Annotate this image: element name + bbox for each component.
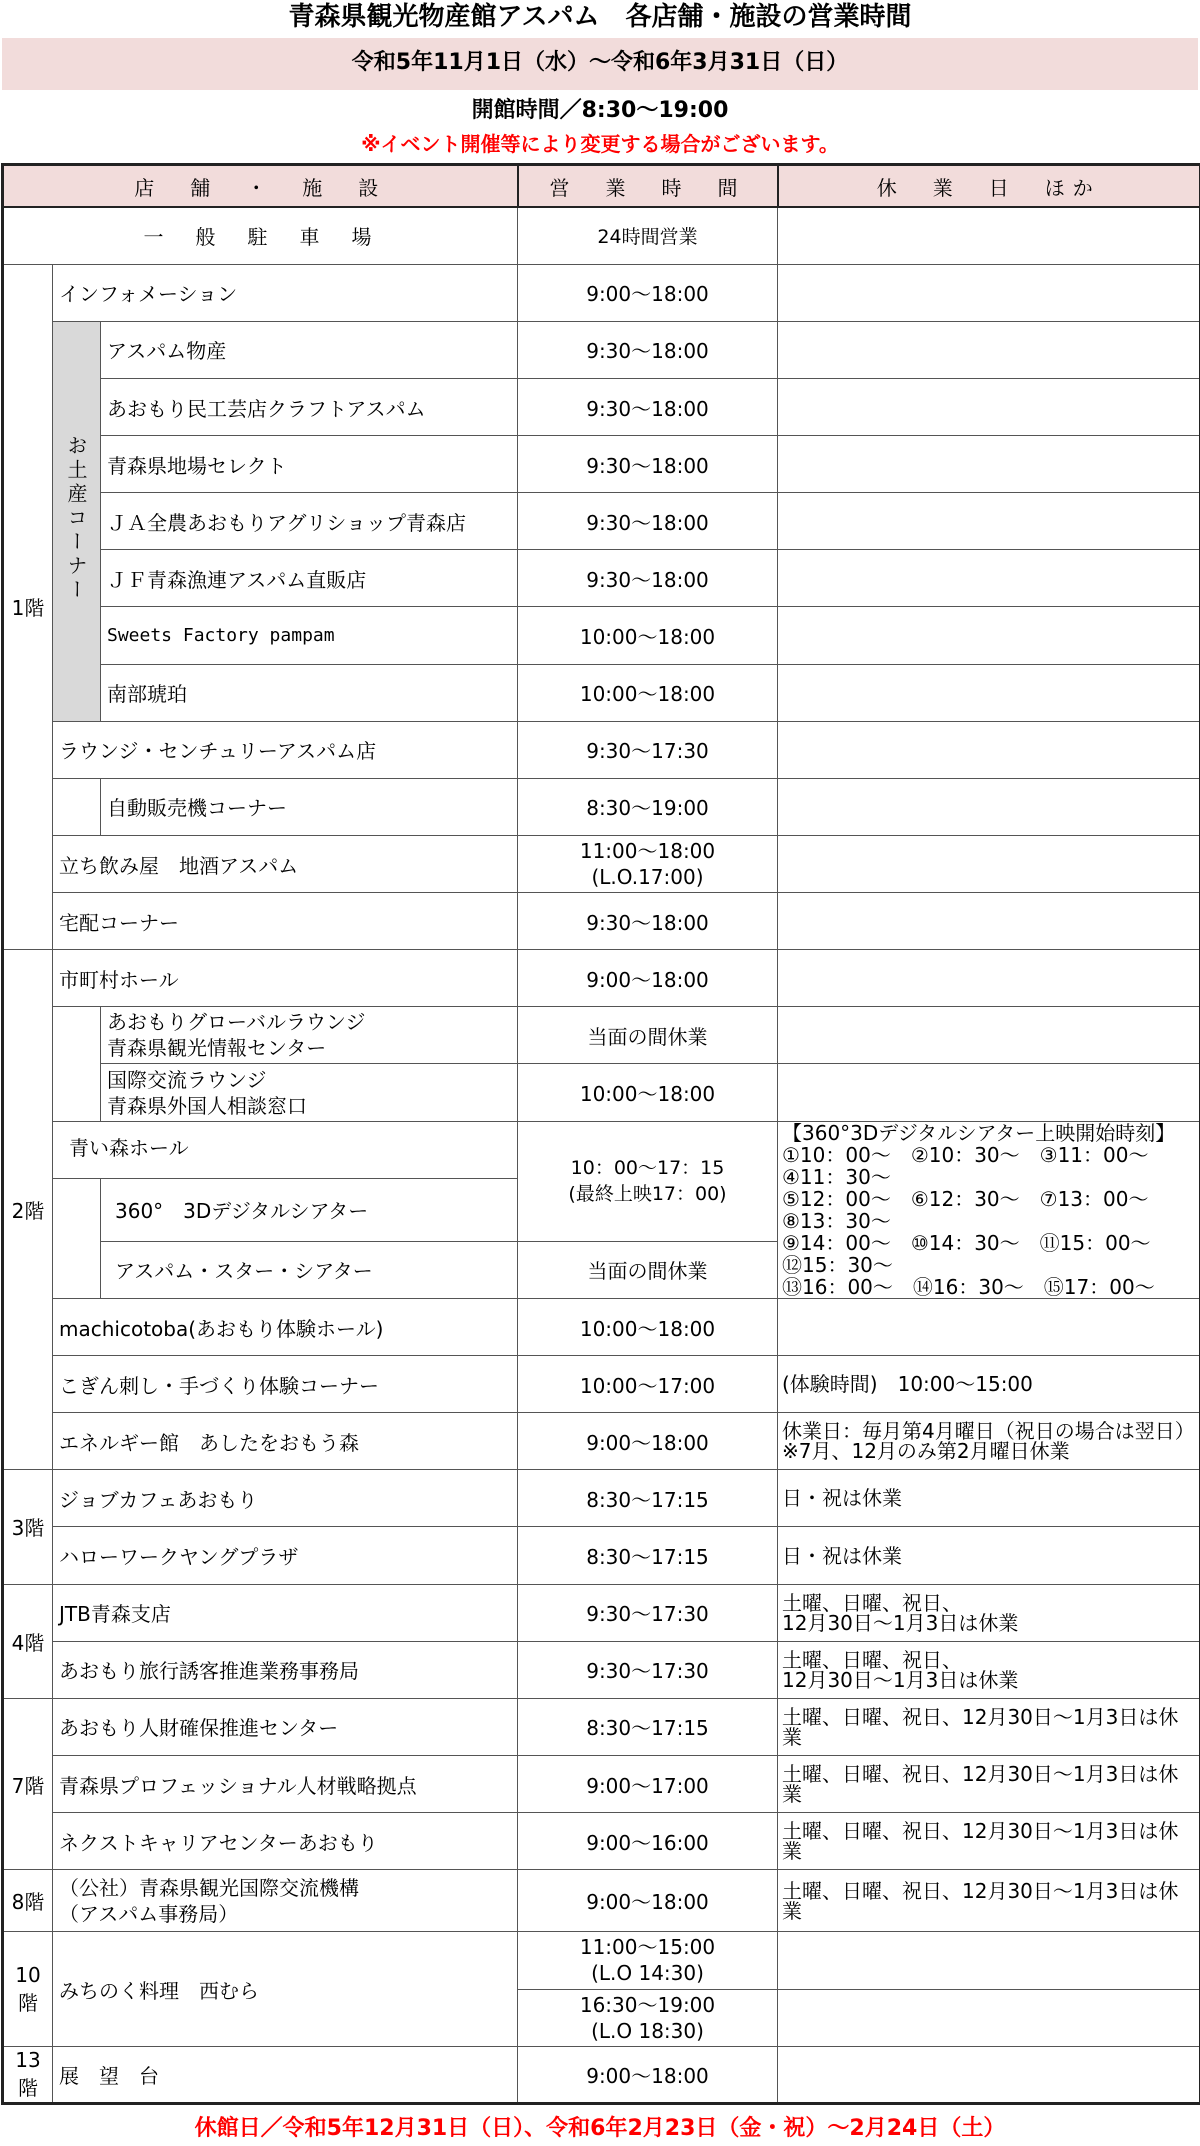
energy-name: エネルギー館 あしたをおもう森 <box>53 1413 518 1470</box>
jinzai-note: 土曜、日曜、祝日、12月30日～1月3日は休業 <box>778 1698 1200 1755</box>
table-row <box>3 1121 1200 1178</box>
jinzai-hours: 8:30～17:15 <box>518 1698 778 1755</box>
theater-note-line: ⑨14：00～ ⑩14：30～ ⑪15：00～ ⑫15：30～ <box>782 1230 1171 1277</box>
theater-note-title: 【360°3Dデジタルシアター上映開始時刻】 <box>782 1121 1176 1145</box>
hellowork-hours: 8:30～17:15 <box>518 1527 778 1584</box>
kogin-hours: 10:00～17:00 <box>518 1356 778 1413</box>
parking-note <box>778 207 1200 264</box>
delivery-name: 宅配コーナー <box>53 893 518 950</box>
table-row <box>3 1641 1200 1698</box>
shop-hours: 10:00～18:00 <box>518 664 778 721</box>
travel-office-note-1: 土曜、日曜、祝日、 <box>782 1647 962 1672</box>
table-row <box>3 664 1200 721</box>
bar-name: 立ち飲み屋 地酒アスパム <box>53 835 518 892</box>
table-row <box>3 950 1200 1007</box>
travel-office-note <box>778 1641 1200 1698</box>
nishimura-dinner-hours <box>518 1989 778 2046</box>
pro-jinzai-note: 土曜、日曜、祝日、12月30日～1月3日は休業 <box>778 1755 1200 1812</box>
table-row <box>3 1356 1200 1413</box>
pro-jinzai-hours: 9:00～17:00 <box>518 1755 778 1812</box>
jobcafe-name: ジョブカフェあおもり <box>53 1470 518 1527</box>
delivery-note <box>778 893 1200 950</box>
header-hours: 営 業 時 間 <box>518 165 778 208</box>
shop-note <box>778 664 1200 721</box>
intl-hours: 10:00～18:00 <box>518 1064 778 1121</box>
pro-jinzai-name: 青森県プロフェッショナル人材戦略拠点 <box>53 1755 518 1812</box>
table-row <box>3 436 1200 493</box>
floor-label-4f: 4階 <box>3 1584 53 1698</box>
shop-hours: 9:30～18:00 <box>518 436 778 493</box>
table-row <box>3 893 1200 950</box>
global-name-2: 青森県観光情報センター <box>107 1036 327 1061</box>
star-name: アスパム・スター・シアター <box>101 1241 518 1298</box>
shop-name: Sweets Factory pampam <box>101 607 518 664</box>
hours-table <box>1 163 1200 2105</box>
table-row <box>3 1755 1200 1812</box>
theater-note-line: ⑬16：00～ ⑭16：30～ ⑮17：00～ <box>782 1274 1155 1299</box>
energy-note <box>778 1413 1200 1470</box>
closed-days-footer: 休館日／令和5年12月31日（日）、令和6年2月23日（金・祝）～2月24日（土） <box>194 2116 1006 2141</box>
global-name-1: あおもりグローバルラウンジ <box>107 1010 366 1035</box>
shop-hours: 10:00～18:00 <box>518 607 778 664</box>
parking-hours: 24時間営業 <box>518 207 778 264</box>
theater-note-line: ①10：00～ ②10：30～ ③11：00～ ④11：30～ <box>782 1142 1169 1189</box>
vending-hours: 8:30～19:00 <box>518 778 778 835</box>
observatory-name: 展 望 台 <box>53 2046 518 2103</box>
shop-note <box>778 550 1200 607</box>
nishimura-note-1 <box>778 1932 1200 1989</box>
shop-note <box>778 607 1200 664</box>
aoimori-hours-last: (最終上映17：00) <box>568 1183 727 1206</box>
star-hours: 当面の間休業 <box>518 1241 778 1298</box>
table-row <box>3 1584 1200 1641</box>
nishimura-lunch-hours <box>518 1932 778 1989</box>
table-row <box>3 1527 1200 1584</box>
nishimura-name: みちのく料理 西むら <box>53 1932 518 2046</box>
table-row <box>3 264 1200 321</box>
machicotoba-name: machicotoba(あおもり体験ホール) <box>53 1298 518 1355</box>
nishimura-lunch-lo: (L.O 14:30) <box>591 1961 704 1986</box>
hall-note <box>778 950 1200 1007</box>
jobcafe-note: 日・祝は休業 <box>778 1470 1200 1527</box>
travel-office-name: あおもり旅行誘客推進業務事務局 <box>53 1641 518 1698</box>
intl-name <box>101 1064 518 1121</box>
souvenir-corner-label: お土産コーナー <box>53 321 101 721</box>
shop-note <box>778 493 1200 550</box>
lounge-name: ラウンジ・センチュリーアスパム店 <box>53 721 518 778</box>
kosha-note: 土曜、日曜、祝日、12月30日～1月3日は休業 <box>778 1870 1200 1932</box>
shop-hours: 9:30～18:00 <box>518 550 778 607</box>
jobcafe-hours: 8:30～17:15 <box>518 1470 778 1527</box>
shop-name: ＪＡ全農あおもりアグリショップ青森店 <box>101 493 518 550</box>
shop-name: ＪＦ青森漁連アスパム直販店 <box>101 550 518 607</box>
table-row <box>3 607 1200 664</box>
info-name: インフォメーション <box>53 264 518 321</box>
travel-office-note-2: 12月30日～1月3日は休業 <box>782 1667 1019 1692</box>
shop-note <box>778 321 1200 378</box>
vending-name: 自動販売機コーナー <box>101 778 518 835</box>
table-row <box>3 550 1200 607</box>
theater-schedule-note <box>778 1121 1200 1298</box>
shop-name: あおもり民工芸店クラフトアスパム <box>101 378 518 435</box>
shop-hours: 9:30～18:00 <box>518 493 778 550</box>
observatory-note <box>778 2046 1200 2103</box>
jtb-note-2: 12月30日～1月3日は休業 <box>782 1610 1019 1635</box>
table-row <box>3 1698 1200 1755</box>
header-closed: 休 業 日 ほか <box>778 165 1200 208</box>
kosha-hours: 9:00～18:00 <box>518 1870 778 1932</box>
aoimori-hours <box>518 1121 778 1241</box>
table-row <box>3 1813 1200 1870</box>
nishimura-note-2 <box>778 1989 1200 2046</box>
floor-label-2f: 2階 <box>3 950 53 1470</box>
theater360-name: 360° 3Dデジタルシアター <box>101 1178 518 1241</box>
delivery-hours: 9:30～18:00 <box>518 893 778 950</box>
hellowork-name: ハローワークヤングプラザ <box>53 1527 518 1584</box>
jinzai-name: あおもり人財確保推進センター <box>53 1698 518 1755</box>
bar-hours <box>518 835 778 892</box>
next-career-note: 土曜、日曜、祝日、12月30日～1月3日は休業 <box>778 1813 1200 1870</box>
energy-note-1: 休業日：毎月第4月曜日（祝日の場合は翌日） <box>782 1419 1195 1444</box>
table-row <box>3 1932 1200 1989</box>
floor-label-3f: 3階 <box>3 1470 53 1584</box>
floor-label-8f: 8階 <box>3 1870 53 1932</box>
global-note <box>778 1007 1200 1064</box>
kosha-name-1: （公社）青森県観光国際交流機構 <box>59 1875 359 1900</box>
machicotoba-note <box>778 1298 1200 1355</box>
shop-hours: 9:30～18:00 <box>518 321 778 378</box>
floor-label-10f: 10階 <box>3 1932 53 2046</box>
table-row <box>3 493 1200 550</box>
jtb-note <box>778 1584 1200 1641</box>
shop-name: 青森県地場セレクト <box>101 436 518 493</box>
nishimura-lunch-main: 11:00～15:00 <box>579 1935 716 1960</box>
travel-office-hours: 9:30～17:30 <box>518 1641 778 1698</box>
table-row <box>3 1007 1200 1064</box>
info-note <box>778 264 1200 321</box>
page-title: 青森県観光物産館アスパム 各店舗・施設の営業時間 <box>288 2 912 32</box>
jtb-name: JTB青森支店 <box>53 1584 518 1641</box>
hall-hours: 9:00～18:00 <box>518 950 778 1007</box>
jtb-note-1: 土曜、日曜、祝日、 <box>782 1590 962 1615</box>
nishimura-dinner-lo: (L.O 18:30) <box>591 2018 704 2043</box>
aoimori-hours-main: 10：00～17：15 <box>570 1157 725 1180</box>
theater-note-line: ⑤12：00～ ⑥12：30～ ⑦13：00～ ⑧13：30～ <box>782 1186 1169 1233</box>
intl-note <box>778 1064 1200 1121</box>
kosha-name <box>53 1870 518 1932</box>
bar-note <box>778 835 1200 892</box>
period-banner: 令和5年11月1日（水）～令和6年3月31日（日） <box>2 38 1198 90</box>
intl-name-1: 国際交流ラウンジ <box>107 1067 267 1092</box>
table-row <box>3 2046 1200 2103</box>
table-row <box>3 321 1200 378</box>
table-row <box>3 1470 1200 1527</box>
parking-name: 一 般 駐 車 場 <box>3 207 518 264</box>
shop-name: 南部琥珀 <box>101 664 518 721</box>
table-header-row <box>3 165 1200 208</box>
energy-hours: 9:00～18:00 <box>518 1413 778 1470</box>
bar-hours-lo: (L.O.17:00) <box>591 865 704 890</box>
jtb-hours: 9:30～17:30 <box>518 1584 778 1641</box>
opening-hours: 開館時間／8:30～19:00 <box>471 98 729 123</box>
next-career-hours: 9:00～16:00 <box>518 1813 778 1870</box>
shop-note <box>778 378 1200 435</box>
header-facility: 店 舗 ・ 施 設 <box>3 165 518 208</box>
kosha-name-2: （アスパム事務局） <box>59 1901 239 1926</box>
shop-name: アスパム物産 <box>101 321 518 378</box>
next-career-name: ネクストキャリアセンターあおもり <box>53 1813 518 1870</box>
indent-spacer <box>53 1007 101 1121</box>
aoimori-name: 青い森ホール <box>53 1121 518 1178</box>
hall-name: 市町村ホール <box>53 950 518 1007</box>
table-row <box>3 1870 1200 1932</box>
shop-hours: 9:30～18:00 <box>518 378 778 435</box>
floor-label-13f: 13階 <box>3 2046 53 2103</box>
kogin-name: こぎん刺し・手づくり体験コーナー <box>53 1356 518 1413</box>
table-row <box>3 1064 1200 1121</box>
nishimura-dinner-main: 16:30～19:00 <box>579 1992 716 2017</box>
hellowork-note: 日・祝は休業 <box>778 1527 1200 1584</box>
table-row <box>3 1298 1200 1355</box>
table-row <box>3 207 1200 264</box>
shop-note <box>778 436 1200 493</box>
info-hours: 9:00～18:00 <box>518 264 778 321</box>
lounge-note <box>778 721 1200 778</box>
floor-label-1f: 1階 <box>3 264 53 950</box>
lounge-hours: 9:30～17:30 <box>518 721 778 778</box>
energy-note-2: ※7月、12月のみ第2月曜日休業 <box>782 1439 1070 1464</box>
table-row <box>3 778 1200 835</box>
table-row <box>3 1413 1200 1470</box>
bar-hours-main: 11:00～18:00 <box>579 839 716 864</box>
table-row <box>3 721 1200 778</box>
indent-spacer <box>53 778 101 835</box>
vending-note <box>778 778 1200 835</box>
intl-name-2: 青森県外国人相談窓口 <box>107 1093 307 1118</box>
indent-spacer <box>53 1178 101 1298</box>
global-name <box>101 1007 518 1064</box>
change-notice: ※イベント開催等により変更する場合がございます。 <box>361 132 839 156</box>
table-row <box>3 378 1200 435</box>
kogin-note: (体験時間) 10:00～15:00 <box>778 1356 1200 1413</box>
machicotoba-hours: 10:00～18:00 <box>518 1298 778 1355</box>
observatory-hours: 9:00～18:00 <box>518 2046 778 2103</box>
floor-label-7f: 7階 <box>3 1698 53 1869</box>
table-row <box>3 835 1200 892</box>
global-hours: 当面の間休業 <box>518 1007 778 1064</box>
